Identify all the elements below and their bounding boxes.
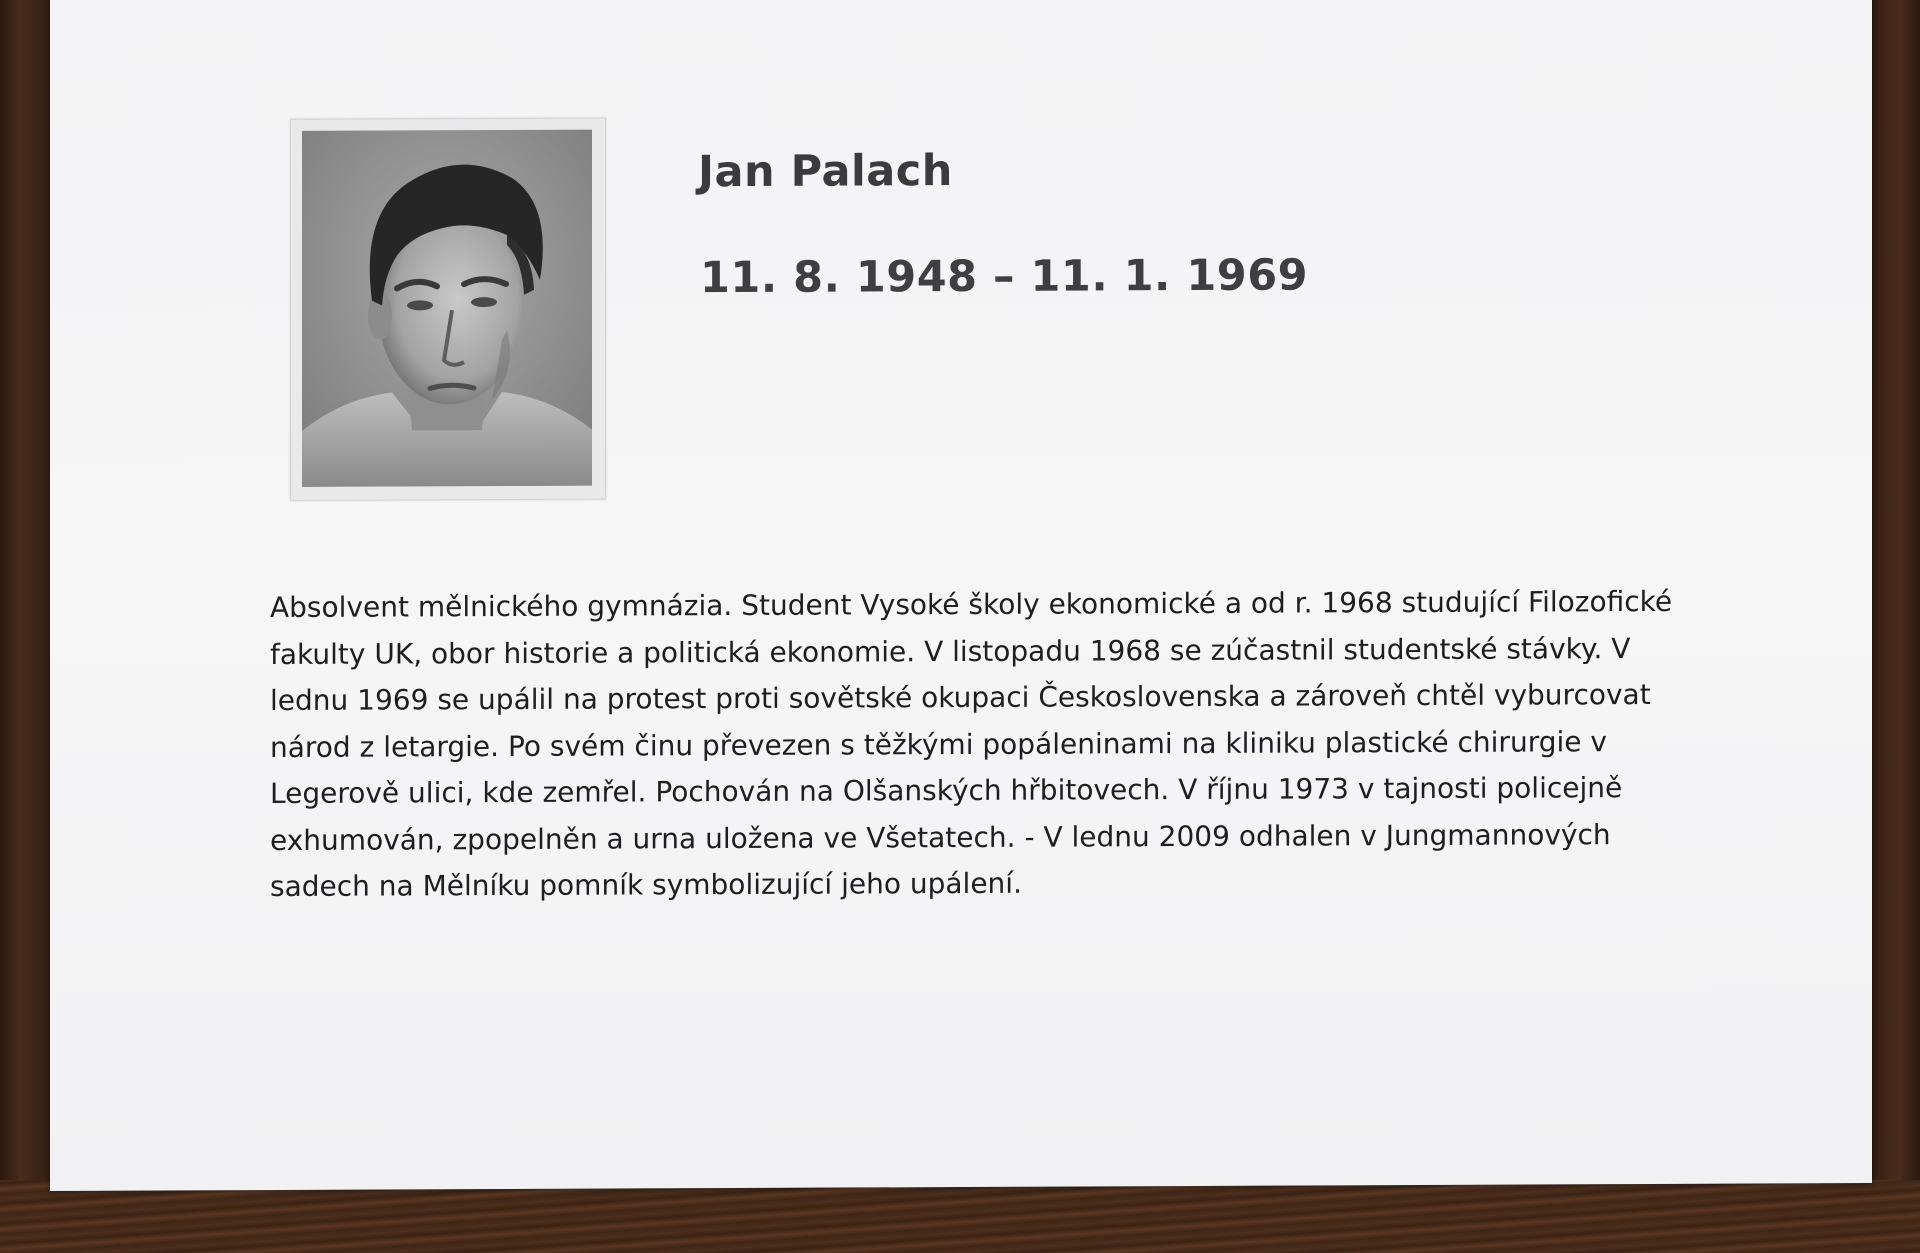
portrait-frame [290, 118, 606, 501]
bio-line: exhumován, zpopelněn a urna uložena ve Všetatech. - V lednu 2009 odhalen v Jungmannových [270, 817, 1611, 857]
biography-text [270, 579, 1690, 911]
person-name: Jan Palach [698, 146, 953, 198]
bio-line: národ z letargie. Po svém činu převezen s těžkými popáleninami na kliniku plastické chirurgie v [270, 724, 1607, 764]
portrait-photo [302, 130, 592, 487]
life-dates: 11. 8. 1948 – 11. 1. 1969 [700, 250, 1309, 304]
wooden-shelf [0, 1180, 1920, 1253]
portrait-image [302, 130, 592, 487]
bio-line: fakulty UK, obor historie a politická ekonomie. V listopadu 1968 se zúčastnil studentské stávky. V [270, 631, 1631, 671]
bio-line: Legerově ulici, kde zemřel. Pochován na Olšanských hřbitovech. V říjnu 1973 v tajnosti policejně [270, 771, 1623, 811]
bio-line: lednu 1969 se upálil na protest proti sovětské okupaci Československa a zároveň chtěl vyburcovat [270, 677, 1651, 718]
bio-line: sadech na Mělníku pomník symbolizující jeho upálení. [270, 866, 1022, 904]
paper-sheet [50, 0, 1872, 1191]
bio-line: Absolvent mělnického gymnázia. Student Vysoké školy ekonomické a od r. 1968 studující Filozofické [270, 584, 1673, 625]
